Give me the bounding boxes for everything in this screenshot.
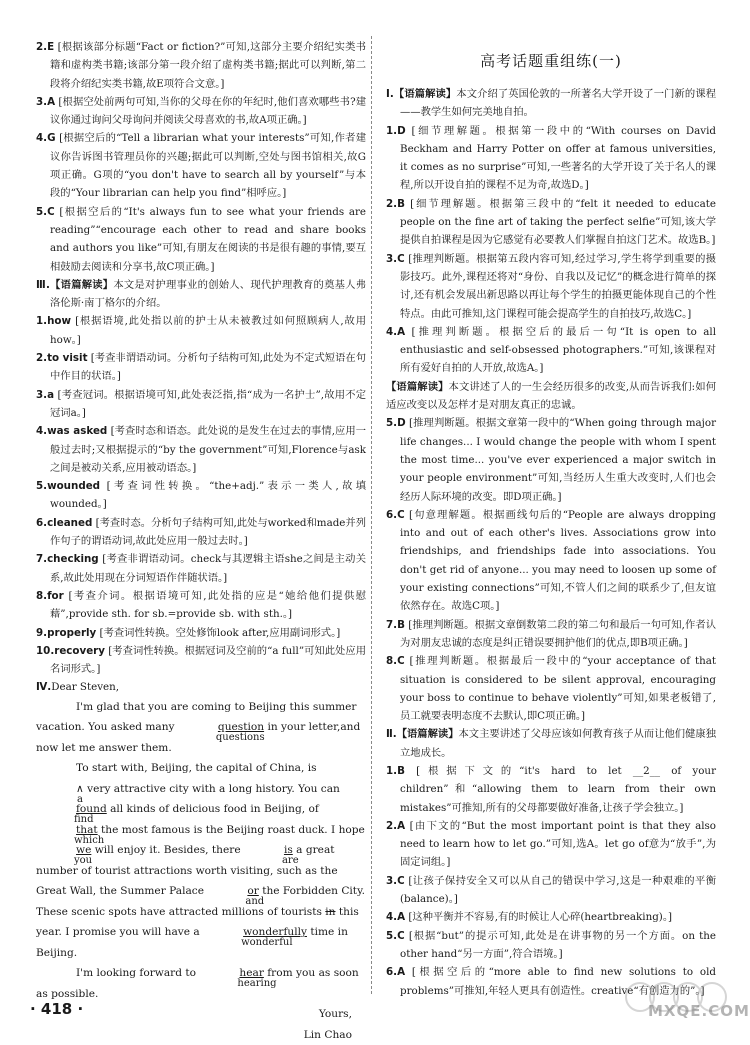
watermark-text: MXQE.COM: [648, 1002, 750, 1020]
answer-item: [36, 587, 366, 624]
correction: hear hearing: [237, 967, 277, 990]
column-divider: [371, 36, 372, 994]
answer-number: 5.C: [386, 929, 405, 942]
answer-number: 2.E: [36, 41, 55, 53]
correction: wonderfully wonderful: [241, 926, 307, 949]
answer-item: [386, 908, 716, 926]
answer-explanation: [根据空处前两句可知,当你的父母在你的年纪时,他们喜欢哪些书?建议你通过询问父母询问并阅读父母喜欢的书,故A项正确。]: [50, 95, 366, 127]
answer-number: 2.A: [386, 819, 406, 832]
answer-number: 1.D: [386, 124, 406, 137]
answer-explanation: [考查非谓语动词。分析句子结构可知,此处为不定式短语在句中作目的状语。]: [50, 352, 367, 383]
answer-number: 3.C: [386, 252, 405, 265]
answer-explanation: [根据下文的“it's hard to let __2__ of your children”和“allowing them to learn from their own mistakes”可推知,所有的父母都要做好准备,让孩子学会独立。]: [400, 764, 716, 814]
letter-paragraph-3: I'm looking forward to hear hearing from you as soon as possible.: [36, 963, 366, 1004]
answer-number: 3.a: [36, 388, 55, 401]
letter-signature: Lin Chao: [303, 1028, 352, 1041]
answer-item: [36, 642, 366, 679]
answer-explanation: [考查非谓语动词。check与其逻辑主语she之间是主动关系,故此处用现在分词短语作伴随状语。]: [50, 553, 366, 584]
answer-item: [386, 872, 716, 909]
answer-item: [36, 203, 366, 276]
answer-explanation: [考查时态和语态。此处说的是发生在过去的事情,应用一般过去时;又根据提示的“by the government”可知,Florence与ask之间是被动关系,应用被动语态。]: [50, 425, 366, 474]
answer-number: 1.B: [386, 764, 405, 777]
section-1-intro: Ⅰ.【语篇解读】本文介绍了英国伦敦的一所著名大学开设了一门新的课程——教学生如何完美地自拍。: [386, 88, 717, 119]
answer-number: 8.for: [36, 589, 64, 602]
answer-explanation: [推理判断题。根据空后的最后一句“It is open to all enthusiastic and self-obsessed photographers.”可知,该课程对所有爱好自拍的人开放,故选A。]: [400, 325, 716, 375]
answer-explanation: [细节理解题。根据第一段中的“With courses on David Beckham and Harry Potter on offer at famous universities, it comes as no surprise”可知,一些著名的大学开设了关于名人的课程,所以开设自拍的课程不足为奇,故选D。]: [400, 124, 716, 192]
answer-explanation: [让孩子保持安全又可以从自己的错误中学习,这是一种艰难的平衡(balance)。]: [400, 874, 716, 906]
answer-number: 3.C: [386, 874, 405, 887]
answer-number: 2.B: [386, 197, 405, 210]
correction: is are: [281, 844, 299, 867]
answer-item: [36, 129, 366, 202]
answer-number: 1.how: [36, 315, 71, 328]
right-column: [386, 38, 716, 1000]
correction: or and: [245, 885, 265, 908]
answer-item: [386, 195, 716, 250]
answer-number: 4.G: [36, 132, 56, 145]
answer-item: [386, 323, 716, 378]
letter-closing: Yours,: [318, 1008, 352, 1021]
answer-item: [386, 817, 716, 872]
section-4-heading: Ⅳ.Dear Steven,: [36, 681, 120, 694]
answer-explanation: [句意理解题。根据画线句后的“People are always dropping into and out of each other's lives. Associations grow into friendships, and friendships fade into associations. You don't get rid of anyone... you may need to loosen up some of your existing connections”可知,不管人们之间的联系少了,但友谊依然存在。故选C项。]: [400, 508, 716, 613]
answer-number: 5.D: [386, 417, 406, 430]
answer-item: [36, 312, 366, 349]
letter-paragraph-1: I'm glad that you are coming to Beijing this summer vacation. You asked many question questions in your letter,and now let me answer them.: [36, 700, 361, 754]
answer-number: 6.A: [386, 966, 406, 979]
section-3-intro: Ⅲ.【语篇解读】本文是对护理事业的创始人、现代护理教育的奠基人弗洛伦斯·南丁格尔的介绍。: [36, 278, 367, 310]
answer-item: [36, 624, 366, 642]
page-title: 高考话题重组练(一): [480, 52, 622, 70]
answer-explanation: [推理判断题。根据文章第一段中的“When going through major life changes... I would change the people with whom I spent the most time... you've ever experienced a major switch in your people environment”可知,当经历人生重大改变时,人们也会经历人际环境的改变。即D项正确。]: [400, 417, 716, 503]
answer-item: [36, 514, 366, 551]
correction: found find: [74, 803, 107, 826]
answer-number: 4.was asked: [36, 425, 108, 438]
answer-number: 7.B: [386, 618, 405, 631]
answer-explanation: [这种平衡并不容易,有的时候让人心碎(heartbreaking)。]: [405, 911, 672, 924]
answer-number: 5.wounded: [36, 480, 101, 493]
answer-number: 10.recovery: [36, 644, 105, 657]
answer-item: [36, 38, 366, 93]
answer-item: [386, 506, 716, 616]
answer-item: [386, 414, 716, 505]
correction: that which: [74, 823, 105, 846]
answer-list-section-2: [386, 414, 716, 725]
answer-item: [386, 616, 716, 653]
answer-list-section-3-right: [386, 762, 716, 1000]
answer-explanation: [考查词性转换。根据冠词及空前的“a full”可知此处应用名词形式。]: [50, 644, 366, 676]
deletion: in: [325, 905, 336, 918]
answer-item: [36, 477, 366, 514]
answer-item: [36, 422, 366, 477]
corrected-letter: [36, 697, 366, 1045]
insertion-mark: ∧ a: [76, 782, 84, 805]
answer-number: 8.C: [386, 655, 405, 668]
section-3-intro-right: Ⅱ.【语篇解读】本文主要讲述了父母应该如何教育孩子从而让他们健康独立地成长。: [386, 728, 716, 759]
answer-item: [36, 386, 366, 423]
answer-item: [386, 927, 716, 964]
answer-explanation: [根据空后的“Tell a librarian what your interests”可知,作者建议你告诉图书管理员你的兴趣;据此可以判断,空处与图书馆相关,故G项正确。G项的“you don't have to search all by yourself”与本段的“Your librarian can help you find”相呼应。]: [50, 132, 366, 200]
answer-number: 2.to visit: [36, 352, 88, 365]
left-column: [36, 38, 366, 1045]
answer-number: 5.C: [36, 205, 55, 218]
answer-explanation: [推理判断题。根据文章倒数第二段的第二句和最后一句可知,作者认为对朋友忠诚的态度是纠正错误要拥护他们的优点,即B项正确。]: [400, 618, 716, 649]
answer-number: 9.properly: [36, 626, 97, 639]
answer-item: [36, 550, 366, 587]
answer-item: [386, 122, 716, 195]
answer-item: [36, 349, 366, 386]
answer-item: [386, 762, 716, 817]
answer-explanation: [推理判断题。根据第五段内容可知,经过学习,学生将学到重要的摄影技巧。此外,课程还将对“身份、自我以及记忆”的概念进行简单的探讨,还有机会发展出新思路以再让每个学生的拍摄更能体现自己的个性特点。由此可推知,这门课程可能会提高学生的自拍技巧,故选C。]: [400, 252, 716, 320]
answer-explanation: [由下文的“But the most important point is that they also need to learn how to let go.”可知,选A。let go of意为“放手”,为固定词组。]: [400, 819, 716, 869]
answer-list-section-3: [36, 312, 366, 678]
answer-explanation: [推理判断题。根据最后一段中的“your acceptance of that situation is considered to be silent approval, encouraging your boss to continue to behave violently”可知,如果老板错了,员工就要表明态度不去默认,即C项正确。]: [400, 655, 716, 723]
answer-explanation: [根据“but”的提示可知,此处是在讲事物的另一个方面。on the other hand“另一方面”,符合语境。]: [400, 929, 716, 960]
answer-number: 6.cleaned: [36, 516, 93, 529]
answer-explanation: [细节理解题。根据第三段中的“felt it needed to educate people on the fine art of taking the perfect selfie”可知,该大学提供自拍课程是因为它感觉有必要教人们掌握自拍这门艺术。故选B。]: [400, 197, 716, 247]
answer-explanation: [根据空后的“more able to find new solutions to old problems”可推知,年轻人更具有创造性。creative“有创造力的”。]: [400, 966, 716, 997]
answer-explanation: [考查词性转换。空处修饰look after,应用副词形式。]: [96, 626, 341, 639]
letter-paragraph-2: To start with, Beijing, the capital of China, is ∧ a very attractive city with a long history. You can found find all kinds of delicious food in Beijing, of that which the most famous is the Beijing roast duck. I hope we you will enjoy it. Besides, there is are a great number of tourist attractions worth visiting, such as the Great Wall, the Summer Palace or and the Forbidden City. These scenic spots have attracted millions of tourists in this year. I promise you will have a wonderfully wonderful time in Beijing.: [36, 762, 366, 959]
answer-item: [36, 93, 366, 130]
page-number: · 418 ·: [30, 1000, 84, 1018]
answer-item: [386, 250, 716, 323]
answer-number: 6.C: [386, 508, 405, 521]
answer-explanation: [根据空后的“It's always fun to see what your friends are reading”“encourage each other to read and share books and authors you like”可知,有朋友在阅读的书是很有趣的事情,要互相鼓励去阅读和分享书,故C项正确。]: [50, 205, 366, 273]
answer-number: 4.A: [386, 911, 406, 924]
answer-number: 7.checking: [36, 553, 99, 566]
answer-number: 4.A: [386, 325, 406, 338]
correction: we you: [74, 844, 93, 867]
answer-list-top: [36, 38, 366, 276]
answer-explanation: [考查词性转换。“the+adj.”表示一类人,故填wounded。]: [50, 480, 366, 511]
answer-item: [386, 652, 716, 725]
answer-list-section-1: [386, 122, 716, 378]
answer-explanation: [考查冠词。根据语境可知,此处表泛指,指“成为一名护士”,故用不定冠词a。]: [50, 388, 366, 419]
answer-number: 3.A: [36, 95, 56, 108]
answer-explanation: [考查时态。分析句子结构可知,此处与worked和made并列作句子的谓语动词,故此处应用一般过去时。]: [50, 516, 366, 548]
correction: question questions: [215, 721, 265, 744]
answer-explanation: [根据语境,此处指以前的护士从未被教过如何照顾病人,故用how。]: [50, 315, 366, 346]
section-2-intro: 【语篇解读】本文讲述了人的一生会经历很多的改变,从而告诉我们:如何适应改变以及怎样才是对朋友真正的忠诚。: [386, 380, 716, 412]
answer-explanation: [考查介词。根据语境可知,此处指的应是“她给他们提供慰藉”,provide sth. for sb.=provide sb. with sth.。]: [50, 589, 366, 621]
answer-explanation: [根据该部分标题“Fact or fiction?”可知,这部分主要介绍纪实类书籍和虚构类书籍;该部分第一段介绍了虚构类书籍;据此可以判断,第二段将介绍纪实类书籍,故E项符合文意。]: [50, 41, 366, 90]
